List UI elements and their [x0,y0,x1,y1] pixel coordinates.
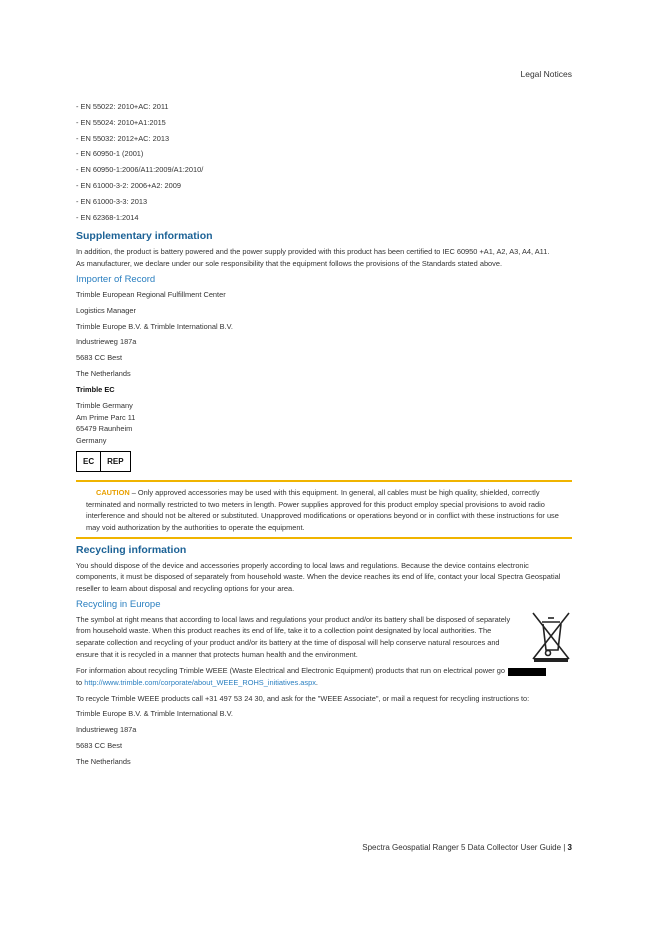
address-line: Trimble Europe B.V. & Trimble International B.V. [76,709,233,719]
address-line: Am Prime Parc 11 [76,412,136,422]
address-line: Trimble European Regional Fulfillment Center [76,289,226,299]
weee-info [76,665,572,688]
caution-box [76,480,572,539]
address-line: 5683 CC Best [76,741,123,751]
recycling-text: You should dispose of the device and accessories properly according to local laws and regulations. Because the device contains electronic components, it must be disposed of separately from household waste. When the device reaches its end of life, contact your local Spectra Geospatial reseller to learn about disposal and recycling options for your area. [76,560,561,593]
weee-row [76,614,572,666]
europe-heading: Recycling in Europe [76,599,161,611]
address-line: The Netherlands [76,369,131,379]
address-line: Logistics Manager [76,305,136,315]
page-content [76,101,572,772]
list-item: - EN 55024: 2010+A1:2015 [76,117,166,127]
address-line: 5683 CC Best [76,353,123,363]
supplementary-line-2: As manufacturer, we declare under our sole responsibility that the equipment follows the provisions of the Standards stated above. [76,258,503,268]
address-line: Trimble Germany [76,400,133,410]
footer-title: Spectra Geospatial Ranger 5 Data Collector User Guide | [362,843,568,852]
ec-rep-symbol [76,451,131,472]
caution-text: – Only approved accessories may be used with this equipment. In general, all cables must be high quality, shielded, correctly terminated and normally restricted to two meters in length. Power supplies approved for this product employ special provisions to avoid radio interference and should not be altered or substituted. Unapproved modifications or operations beyond or in conflict with these instructions for use may void authorization by the authorities to operate the equipment. [86,487,559,533]
page-number: 3 [567,843,572,852]
list-item: - EN 61000-3-2: 2006+A2: 2009 [76,180,181,190]
standards-list [76,101,572,227]
weee-call-text: To recycle Trimble WEEE products call +31 497 53 24 30, and ask for the "WEEE Associate", or mail a request for recycling instructions to: [76,693,530,703]
importer-heading: Importer of Record [76,274,156,286]
caution-label: CAUTION [96,487,130,497]
address-line: 65479 Raunheim [76,424,133,434]
list-item: - EN 61000-3-3: 2013 [76,196,148,206]
recycling-heading: Recycling information [76,543,187,556]
address-line: Germany [76,436,107,446]
page-footer [362,843,572,852]
address-line: Trimble Europe B.V. & Trimble International B.V. [76,321,233,331]
address-line: The Netherlands [76,757,131,767]
redaction-mark [508,668,546,676]
list-item: - EN 60950-1:2006/A11:2009/A1:2010/ [76,165,204,175]
list-item: - EN 55032: 2012+AC: 2013 [76,133,170,143]
address-line: Industrieweg 187a [76,337,137,347]
ec-address [76,400,572,447]
supplementary-line-1: In addition, the product is battery powered and the power supply provided with this product has been certified to IEC 60950 +A1, A2, A3, A4, A11. [76,246,550,256]
importer-address [76,289,572,400]
weee-info-text: For information about recycling Trimble WEEE (Waste Electrical and Electronic Equipment) products that run on electrical power go [76,666,505,676]
recycling-address [76,708,572,772]
weee-info-to: to [76,678,85,688]
rep-label: REP [100,452,129,471]
list-item: - EN 62368-1:2014 [76,212,139,222]
list-item: - EN 60950-1 (2001) [76,149,144,159]
weee-link-end: . [315,678,318,688]
weee-symbol-text: The symbol at right means that according to local laws and regulations your product and/or its battery shall be disposed of separately from household waste. When this product reaches its end of life, take it to a collection point designated by local authorities. The separate collection and recycling of your product and/or its battery at the time of disposal will help conserve natural resources and ensure that it is recycled in a manner that protects human health and the environment. [76,614,511,659]
running-header: Legal Notices [520,69,572,79]
ec-label: EC [83,456,95,466]
supplementary-heading: Supplementary information [76,230,213,243]
weee-link[interactable]: http://www.trimble.com/corporate/about_WEEE_ROHS_initiatives.aspx [84,678,316,688]
list-item: - EN 55022: 2010+AC: 2011 [76,102,169,111]
address-line: Industrieweg 187a [76,725,137,735]
ec-title: Trimble EC [76,385,115,395]
crossed-bin-icon [530,610,572,666]
